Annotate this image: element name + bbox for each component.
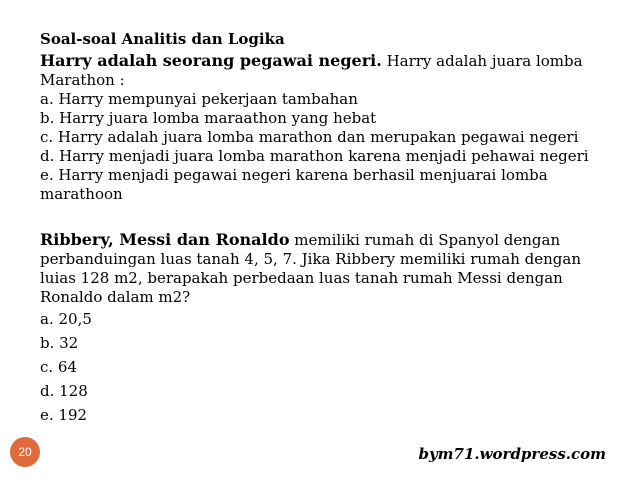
question-1-option-c: c. Harry adalah juara lomba marathon dan merupakan pegawai negeri <box>40 128 579 146</box>
question-2-lead: Ribbery, Messi dan Ronaldo <box>40 230 290 249</box>
question-1-option-b: b. Harry juara lomba maraathon yang hebat <box>40 109 377 127</box>
question-1-option-a: a. Harry mempunyai pekerjaan tambahan <box>40 90 358 108</box>
page-number-badge: 20 <box>10 437 40 467</box>
slide-content <box>40 30 615 429</box>
question-2-option-a: a. 20,5 <box>40 310 92 328</box>
question-1-option-e: e. Harry menjadi pegawai negeri karena berhasil menjuarai lomba marathoon <box>40 166 548 203</box>
question-1-text: Harry adalah juara lomba Marathon : <box>40 52 583 89</box>
question-2-options <box>40 309 615 425</box>
question-2 <box>40 230 615 425</box>
question-2-option-d: d. 128 <box>40 382 88 400</box>
slide-title: Soal-soal Analitis dan Logika <box>40 30 285 48</box>
question-1-option-d: d. Harry menjadi juara lomba marathon karena menjadi pehawai negeri <box>40 147 589 165</box>
question-1 <box>40 51 615 204</box>
footer-source: bym71.wordpress.com <box>418 445 606 463</box>
question-1-lead: Harry adalah seorang pegawai negeri. <box>40 51 382 70</box>
question-2-option-e: e. 192 <box>40 406 88 424</box>
question-2-option-b: b. 32 <box>40 334 79 352</box>
question-2-text: memiliki rumah di Spanyol dengan perbanduingan luas tanah 4, 5, 7. Jika Ribbery memiliki rumah dengan luias 128 m2, berapakah perbedaan luas tanah rumah Messi dengan Ronaldo dalam m2? <box>40 231 581 306</box>
question-2-option-c: c. 64 <box>40 358 78 376</box>
